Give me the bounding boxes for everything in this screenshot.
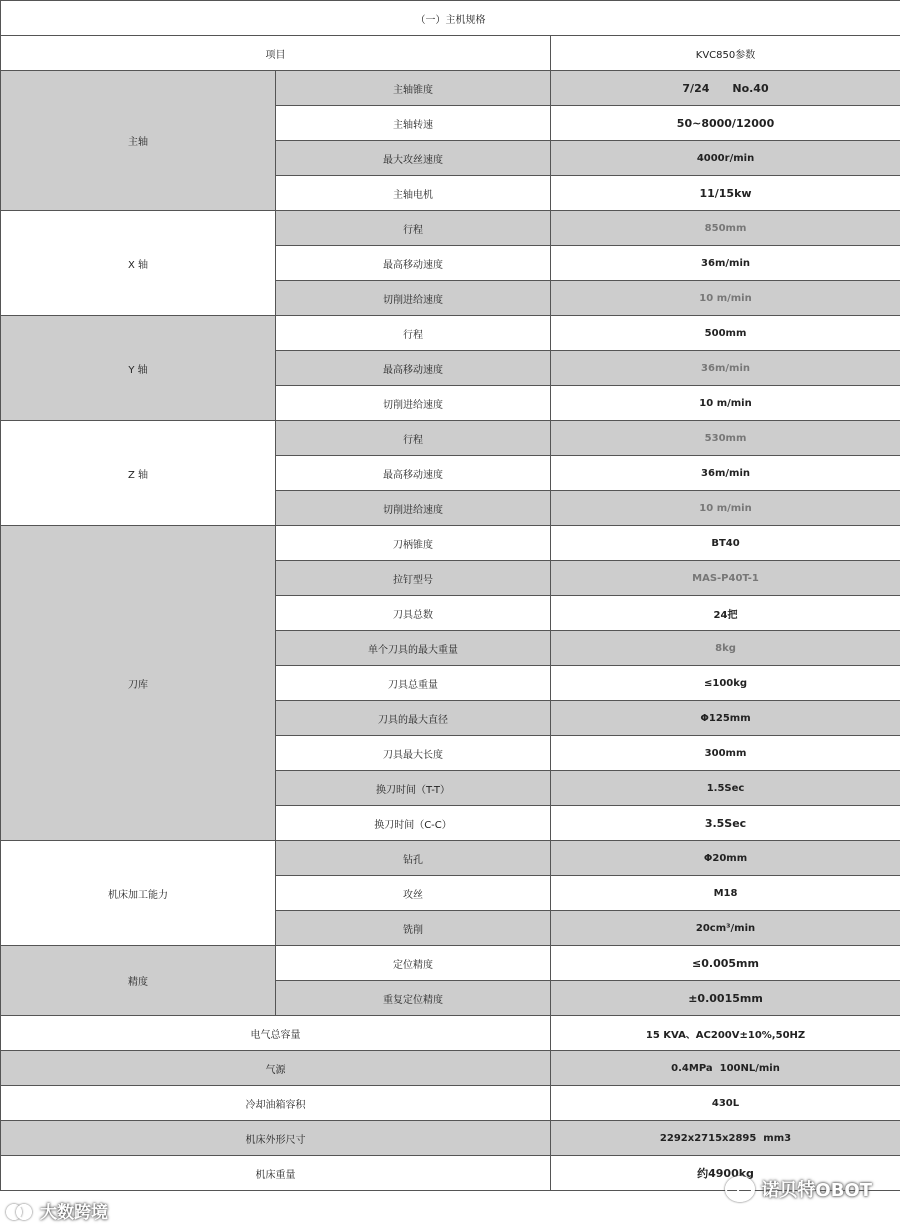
single-label: 机床外形尺寸 [1, 1121, 551, 1156]
row-label: 单个刀具的最大重量 [276, 631, 551, 666]
row-value: 4000r/min [551, 141, 900, 176]
row-value: ≤100kg [551, 666, 900, 701]
row-value: 36m/min [551, 456, 900, 491]
row-value: 300mm [551, 736, 900, 771]
row-label: 拉钉型号 [276, 561, 551, 596]
single-label: 机床重量 [1, 1156, 551, 1191]
group-x-axis: X 轴 [1, 211, 276, 316]
row-value: Φ125mm [551, 701, 900, 736]
row-label: 行程 [276, 316, 551, 351]
table-row [1, 1016, 900, 1051]
row-value: Φ20mm [551, 841, 900, 876]
row-value: ±0.0015mm [551, 981, 900, 1016]
group-precision: 精度 [1, 946, 276, 1016]
group-z-axis: Z 轴 [1, 421, 276, 526]
table-row [1, 1086, 900, 1121]
watermark-right [725, 1176, 872, 1202]
row-label: 最大攻丝速度 [276, 141, 551, 176]
row-label: 铣削 [276, 911, 551, 946]
table-row [1, 316, 900, 351]
table-row [1, 421, 900, 456]
row-label: 主轴锥度 [276, 71, 551, 106]
single-label: 冷却油箱容积 [1, 1086, 551, 1121]
group-spindle: 主轴 [1, 71, 276, 211]
header-item: 项目 [1, 36, 551, 71]
row-value: BT40 [551, 526, 900, 561]
row-value: 7/24 No.40 [551, 71, 900, 106]
table-row [1, 1051, 900, 1086]
row-label: 定位精度 [276, 946, 551, 981]
row-label: 刀柄锥度 [276, 526, 551, 561]
table-row [1, 1121, 900, 1156]
table-row [1, 71, 900, 106]
row-label: 最高移动速度 [276, 456, 551, 491]
row-label: 切削进给速度 [276, 386, 551, 421]
row-value: MAS-P40T-1 [551, 561, 900, 596]
row-label: 切削进给速度 [276, 491, 551, 526]
row-value: 10 m/min [551, 281, 900, 316]
table-row [1, 211, 900, 246]
row-label: 换刀时间（T-T） [276, 771, 551, 806]
single-value: 15 KVA、AC200V±10%,50HZ [551, 1016, 900, 1051]
row-value: 530mm [551, 421, 900, 456]
single-value: 430L [551, 1086, 900, 1121]
row-label: 攻丝 [276, 876, 551, 911]
group-machining-capacity: 机床加工能力 [1, 841, 276, 946]
row-label: 切削进给速度 [276, 281, 551, 316]
row-value: 50~8000/12000 [551, 106, 900, 141]
row-value: ≤0.005mm [551, 946, 900, 981]
row-value: 10 m/min [551, 491, 900, 526]
row-label: 行程 [276, 421, 551, 456]
row-label: 行程 [276, 211, 551, 246]
row-label: 最高移动速度 [276, 351, 551, 386]
row-label: 主轴转速 [276, 106, 551, 141]
single-value: 2292x2715x2895 mm3 [551, 1121, 900, 1156]
row-value: 1.5Sec [551, 771, 900, 806]
group-y-axis: Y 轴 [1, 316, 276, 421]
single-value: 约4900kg [551, 1156, 900, 1191]
table-title: （一）主机规格 [1, 1, 900, 36]
group-tool-magazine: 刀库 [1, 526, 276, 841]
row-value: 850mm [551, 211, 900, 246]
row-label: 换刀时间（C-C） [276, 806, 551, 841]
single-label: 气源 [1, 1051, 551, 1086]
row-value: 36m/min [551, 351, 900, 386]
row-label: 刀具总重量 [276, 666, 551, 701]
row-label: 刀具最大长度 [276, 736, 551, 771]
watermark-left [6, 1198, 108, 1223]
single-value: 0.4MPa 100NL/min [551, 1051, 900, 1086]
watermark-left-text: 大数跨境 [40, 1203, 108, 1223]
table-row [1, 526, 900, 561]
wechat-icon [725, 1176, 755, 1202]
row-label: 最高移动速度 [276, 246, 551, 281]
row-value: 3.5Sec [551, 806, 900, 841]
single-label: 电气总容量 [1, 1016, 551, 1051]
header-param: KVC850参数 [551, 36, 900, 71]
row-label: 重复定位精度 [276, 981, 551, 1016]
header-row [1, 36, 900, 71]
row-label: 刀具总数 [276, 596, 551, 631]
table-row [1, 946, 900, 981]
row-value: 8kg [551, 631, 900, 666]
watermark-logo-icon [6, 1201, 36, 1221]
row-value: 11/15kw [551, 176, 900, 211]
row-value: M18 [551, 876, 900, 911]
row-value: 36m/min [551, 246, 900, 281]
watermark-right-text: 诺贝特OBOT [761, 1180, 872, 1201]
row-label: 钻孔 [276, 841, 551, 876]
row-value: 500mm [551, 316, 900, 351]
row-value: 20cm³/min [551, 911, 900, 946]
row-label: 刀具的最大直径 [276, 701, 551, 736]
table-row [1, 841, 900, 876]
row-value: 10 m/min [551, 386, 900, 421]
title-row [1, 1, 900, 36]
row-value: 24把 [551, 596, 900, 631]
row-label: 主轴电机 [276, 176, 551, 211]
